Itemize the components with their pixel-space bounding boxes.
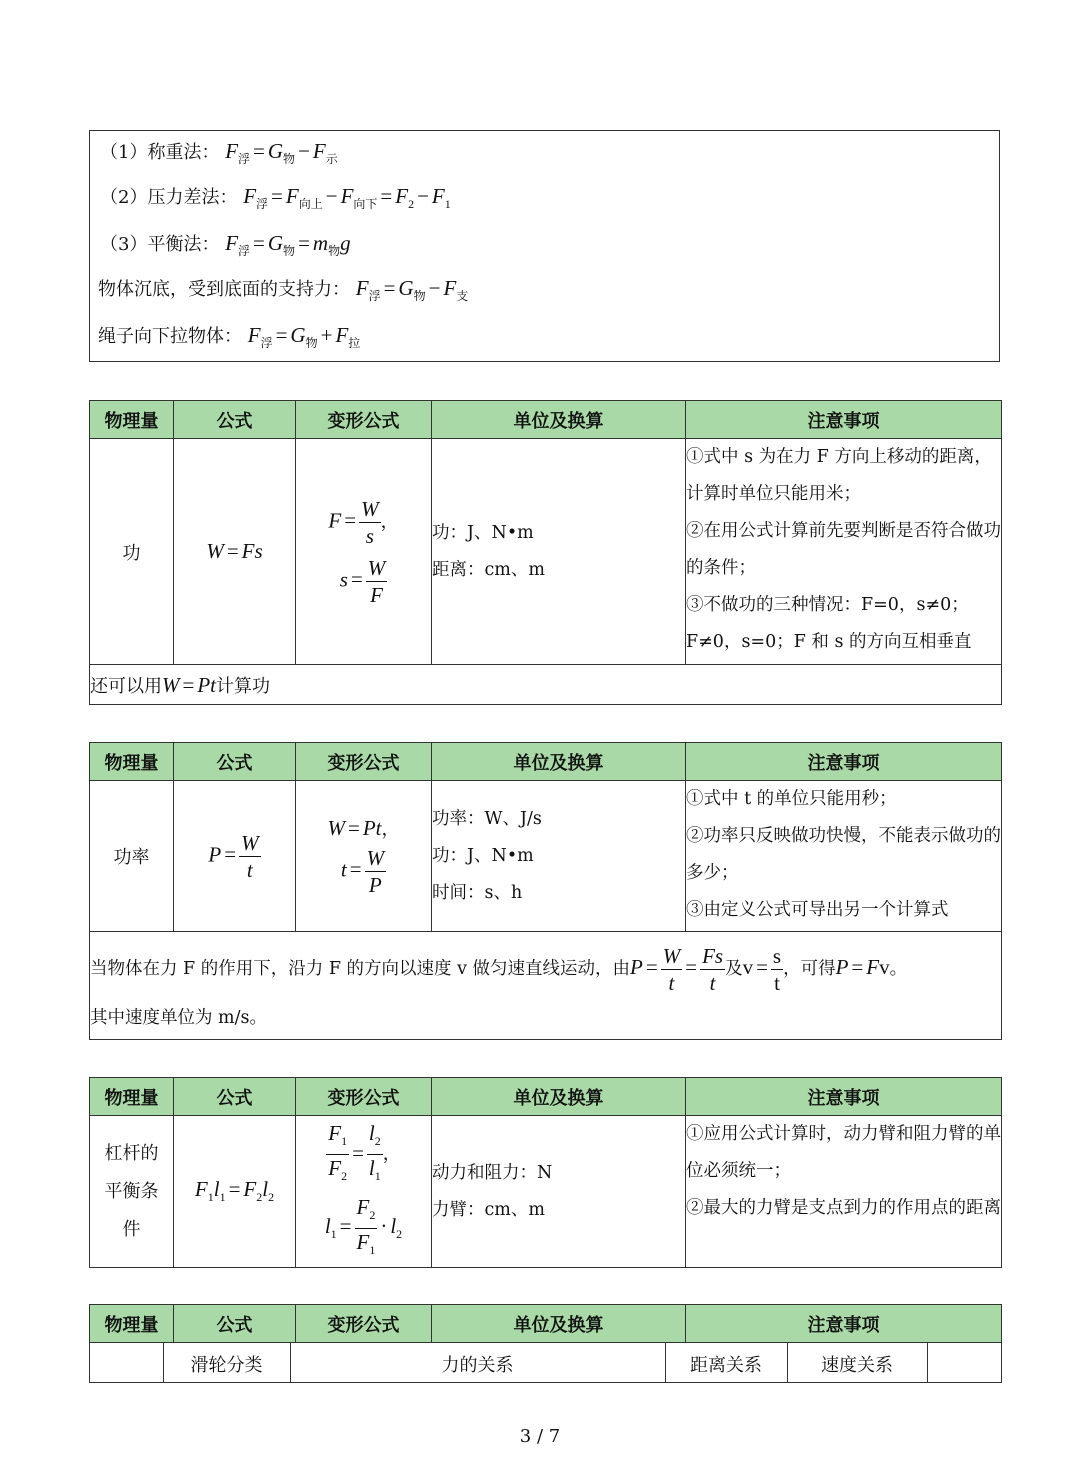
power-units: 功率：W、J/s 功：J、N•m 时间：s、h — [432, 781, 686, 932]
pulley-speed-header: 速度关系 — [821, 1355, 893, 1376]
pulley-force-header: 力的关系 — [441, 1355, 514, 1376]
header-formula: 公式 — [174, 1305, 296, 1343]
header-quantity: 物理量 — [90, 1305, 174, 1343]
lever-notes: ①应用公式计算时，动力臂和阻力臂的单位必须统一； ②最大的力臂是支点到力的作用点的距离 — [686, 1116, 1002, 1268]
work-name: 功 — [90, 439, 174, 665]
formula-line-pressure-difference: （2）压力差法： $F_浮 = F_{向上} - F_{向下} = F_2 - F_1$ — [100, 184, 451, 212]
pulley-type-header: 滑轮分类 — [190, 1355, 263, 1376]
power-notes: ①式中 t 的单位只能用秒； ②功率只反映做功快慢，不能表示做功的多少； ③由定义公式可导出另一个计算式 — [686, 781, 1002, 932]
header-formula: 公式 — [174, 401, 296, 439]
page-number: 3 / 7 — [519, 1426, 561, 1447]
header-derived: 变形公式 — [296, 743, 432, 781]
lever-derived: $\frac{F_1}{F_2}$ = $\frac{l_2}{l_1}$ ， $l_1$ = $\frac{F_2}{F_1}$ · $l_2$ — [296, 1116, 432, 1268]
pulley-table — [89, 1304, 1002, 1383]
header-quantity: 物理量 — [90, 743, 174, 781]
lever-name: 杠杆的平衡条件 — [90, 1116, 174, 1268]
work-table — [89, 400, 1002, 705]
power-table — [89, 742, 1002, 1040]
header-quantity: 物理量 — [90, 1078, 174, 1116]
header-units: 单位及换算 — [432, 1305, 686, 1343]
power-name: 功率 — [90, 781, 174, 932]
header-formula: 公式 — [174, 743, 296, 781]
power-derived: W = Pt， t = $\frac{W}{P}$ — [296, 781, 432, 932]
work-notes: ①式中 s 为在力 F 方向上移动的距离，计算时单位只能用米； ②在用公式计算前先要判断是否符合做功的条件； ③不做功的三种情况：F=0，s≠0；F≠0，s=0；F 和 s 的方向互相垂直 — [686, 439, 1002, 665]
pulley-subheader-row — [90, 1343, 1002, 1383]
header-quantity: 物理量 — [90, 401, 174, 439]
header-derived: 变形公式 — [296, 1078, 432, 1116]
work-units: 功：J、N•m 距离：cm、m — [432, 439, 686, 665]
header-notes: 注意事项 — [686, 1078, 1002, 1116]
formula-line-weighing: （1）称重法： $F_浮 = G_物 - F_示$ — [100, 139, 338, 167]
header-notes: 注意事项 — [686, 743, 1002, 781]
formula-line-balance: （3）平衡法： $F_浮 = G_物 = m_物g$ — [100, 231, 351, 259]
header-units: 单位及换算 — [432, 401, 686, 439]
power-footnote: 当物体在力 F 的作用下，沿力 F 的方向以速度 v 做匀速直线运动，由P = $\frac{W}{t}$ = $\frac{Fs}{t}$ 及v = $\frac{s}{t}$ ，可得P = Fv。 其中速度单位为 m/s。 — [90, 932, 1002, 1040]
formula-line-support: 物体沉底，受到底面的支持力： $F_浮 = G_物 - F_支$ — [98, 276, 469, 304]
header-derived: 变形公式 — [296, 1305, 432, 1343]
work-derived: F = $\frac{W}{s}$ ， s = $\frac{W}{F}$ — [296, 439, 432, 665]
lever-units: 动力和阻力：N 力臂：cm、m — [432, 1116, 686, 1268]
header-notes: 注意事项 — [686, 401, 1002, 439]
header-notes: 注意事项 — [686, 1305, 1002, 1343]
work-formula: W = Fs — [174, 439, 296, 665]
power-formula: P = $\frac{W}{t}$ — [174, 781, 296, 932]
formula-line-pull: 绳子向下拉物体： $F_浮 = G_物 + F_拉$ — [98, 323, 361, 351]
work-footnote: 还可以用W = Pt计算功 — [90, 665, 1002, 705]
lever-formula: $F_1l_1 = F_2l_2$ — [174, 1116, 296, 1268]
header-formula: 公式 — [174, 1078, 296, 1116]
header-derived: 变形公式 — [296, 401, 432, 439]
header-units: 单位及换算 — [432, 1078, 686, 1116]
header-units: 单位及换算 — [432, 743, 686, 781]
buoyancy-formula-box — [89, 130, 1000, 362]
lever-table — [89, 1077, 1002, 1268]
pulley-distance-header: 距离关系 — [690, 1355, 762, 1376]
